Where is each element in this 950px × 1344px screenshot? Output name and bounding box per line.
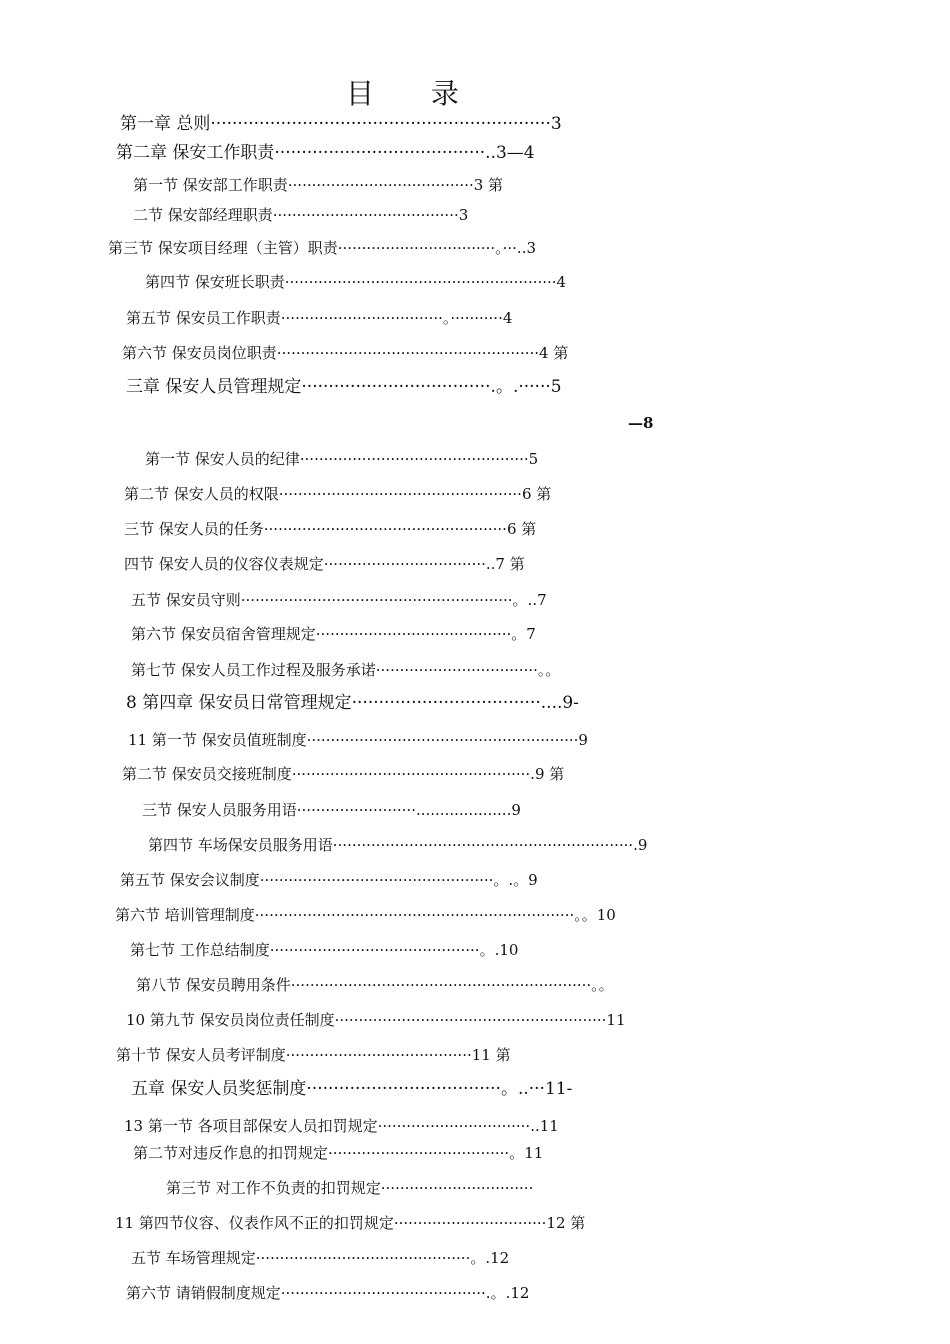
toc-line: 第八节 保安员聘用条件·······························································。。 bbox=[136, 976, 614, 994]
toc-line: 第十节 保安人员考评制度·······································11 第 bbox=[116, 1046, 511, 1064]
toc-line: 第六节 请销假制度规定···········································.。.12 bbox=[126, 1284, 530, 1302]
toc-line: 四节 保安人员的仪容仪表规定··································..7 第 bbox=[124, 555, 525, 573]
toc-line: 五节 保安员守则·························································。..7 bbox=[131, 591, 547, 609]
toc-line: 三节 保安人员的任务···················································6 第 bbox=[124, 520, 537, 538]
toc-line: 10 第九节 保安员岗位责任制度·························································11 bbox=[126, 1011, 626, 1029]
toc-line: 五节 车场管理规定·············································。.12 bbox=[131, 1249, 510, 1267]
toc-line: 第一章 总则·······························································3 bbox=[120, 114, 562, 134]
page-title: 目 录 bbox=[346, 77, 483, 110]
toc-line: —8 bbox=[628, 414, 654, 432]
toc-line: 第二节 保安员交接班制度··················································.9 第 bbox=[122, 765, 565, 783]
toc-line: 第一节 保安部工作职责·······································3 第 bbox=[133, 176, 504, 194]
toc-line: 第一节 保安人员的纪律················································5 bbox=[145, 450, 539, 468]
toc-line: 第二章 保安工作职责·······································..3—4 bbox=[116, 143, 535, 163]
toc-line: 第六节 保安员岗位职责·······················································4 第 bbox=[122, 344, 569, 362]
toc-line: 三节 保安人员服务用语·························....................9 bbox=[142, 801, 521, 819]
toc-line: 第三节 保安项目经理（主管）职责·································。···..3 bbox=[108, 239, 536, 257]
toc-line: 第二节 保安人员的权限···················································6 第 bbox=[124, 485, 552, 503]
toc-line: 第四节 车场保安员服务用语·······························································.9 bbox=[148, 836, 648, 854]
toc-line: 五章 保安人员奖惩制度····································。..···11- bbox=[131, 1079, 573, 1099]
toc-line: 13 第一节 各项目部保安人员扣罚规定································..11 bbox=[124, 1117, 559, 1135]
toc-line: 第三节 对工作不负责的扣罚规定································ bbox=[166, 1179, 534, 1197]
toc-line: 第二节对违反作息的扣罚规定······································。11 bbox=[133, 1144, 544, 1162]
toc-line: 8 第四章 保安员日常管理规定···································....9- bbox=[126, 693, 579, 713]
toc-line: 第七节 保安人员工作过程及服务承诺··································。。 bbox=[131, 661, 561, 679]
toc-line: 11 第四节仪容、仪表作风不正的扣罚规定································12 第 bbox=[115, 1214, 586, 1232]
toc-line: 第六节 保安员宿舍管理规定·········································。7 bbox=[131, 625, 536, 643]
toc-line: 第五节 保安会议制度·················································。.。9 bbox=[120, 871, 538, 889]
toc-line: 第五节 保安员工作职责··································。···········4 bbox=[126, 309, 513, 327]
toc-line: 第四节 保安班长职责·························································4 bbox=[145, 273, 567, 291]
toc-line: 三章 保安人员管理规定···································.。.······5 bbox=[126, 377, 562, 397]
toc-line: 第六节 培训管理制度···································································。。10 bbox=[115, 906, 616, 924]
toc-line: 第七节 工作总结制度············································。.10 bbox=[130, 941, 519, 959]
toc-line: 二节 保安部经理职责·······································3 bbox=[133, 206, 469, 224]
toc-line: 11 第一节 保安员值班制度·························································9 bbox=[128, 731, 588, 749]
